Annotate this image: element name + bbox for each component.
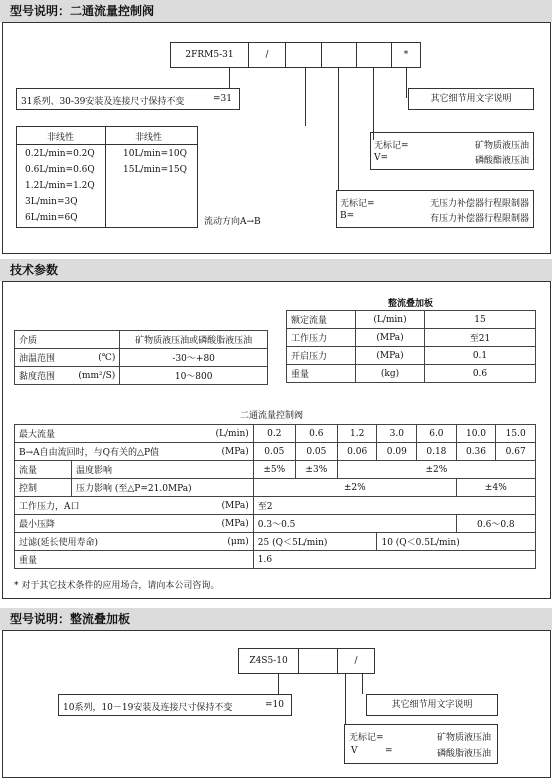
connector-line	[229, 68, 230, 88]
table-row	[287, 347, 536, 365]
cell: (MPa)	[356, 347, 425, 365]
cell: B→A自由流回时，与Q有关的△P值	[15, 443, 197, 461]
cell: 0.05	[253, 443, 295, 461]
valve-field-2	[321, 42, 357, 68]
plate-other-box	[366, 694, 498, 716]
table-row	[287, 365, 536, 383]
fluid-box	[370, 132, 534, 170]
table-row	[15, 367, 268, 385]
table-row	[15, 551, 536, 569]
cell: ±4%	[456, 479, 535, 497]
cell: 工作压力	[287, 329, 356, 347]
valve-star-box	[391, 42, 421, 68]
nonlinear-head-2: 非线性	[135, 133, 163, 143]
plate-other-details: 其它细节用文字说明	[391, 700, 473, 710]
table-row	[15, 349, 268, 367]
valve-field-1	[286, 42, 322, 68]
valve-table-title: 二通流量控制阀	[240, 411, 304, 421]
cell: 1.6	[253, 551, 535, 569]
nonlinear-table	[16, 126, 198, 228]
connector-line	[345, 674, 346, 724]
nonlinear-divider	[105, 127, 106, 227]
table-row	[15, 479, 536, 497]
table-row	[287, 311, 536, 329]
cell: 3.0	[377, 425, 417, 443]
cell: 0.09	[377, 443, 417, 461]
cell: 重量	[15, 551, 254, 569]
fluid-v-label: V=	[374, 153, 389, 163]
cell: (MPa)	[196, 515, 253, 533]
cell: (μm)	[196, 533, 253, 551]
fluid-v-value: 磷酸酯液压油	[474, 156, 529, 166]
cell: 控制	[15, 479, 72, 497]
cell: (mm²/S)	[67, 367, 120, 385]
cell: 15.0	[496, 425, 536, 443]
cell: (℃)	[67, 349, 120, 367]
plate-title: 整流叠加板	[388, 299, 434, 309]
connector-line	[278, 674, 279, 694]
table-row	[15, 425, 536, 443]
plate-code: Z4S5-10	[249, 656, 288, 666]
cell: 至2	[253, 497, 535, 515]
cell: 黏度范围	[15, 367, 67, 385]
cell: 10～800	[120, 367, 268, 385]
cell: 0.1	[425, 347, 536, 365]
cell: 工作压力，A口	[15, 497, 197, 515]
plate-code-box	[238, 648, 298, 674]
section-title-model-valve: 型号说明：二通流量控制阀	[0, 0, 552, 22]
cell: 15	[425, 311, 536, 329]
compensator-box	[336, 190, 534, 228]
cell: (MPa)	[196, 497, 253, 515]
cell: 温度影响	[72, 461, 254, 479]
cell: 0.6	[295, 425, 337, 443]
cell: 至21	[425, 329, 536, 347]
connector-line	[406, 68, 407, 98]
cell: 6.0	[417, 425, 457, 443]
series-note: 31系列、30-39安装及连接尺寸保持不变	[21, 97, 185, 107]
fluid-none-value: 矿物质液压油	[474, 141, 529, 151]
cell: 压力影响 (至△P=21.0MPa)	[72, 479, 254, 497]
plate-fluid-v-value: 磷酸脂液压油	[436, 749, 491, 759]
nonlinear-cell: 0.2L/min=0.2Q	[25, 149, 95, 159]
plate-series-box	[58, 694, 292, 716]
table-row	[287, 329, 536, 347]
cell: 最大流量	[15, 425, 197, 443]
plate-slash-box	[337, 648, 375, 674]
plate-field-1	[298, 648, 338, 674]
other-details-box	[408, 88, 534, 110]
plate-series-value: =10	[265, 700, 284, 710]
section-title-tech: 技术参数	[0, 259, 552, 281]
comp-none-label: 无标记=	[340, 199, 375, 209]
cell: 0.05	[295, 443, 337, 461]
valve-table	[14, 424, 536, 569]
table-row	[15, 331, 268, 349]
valve-code-box	[170, 42, 248, 68]
cell: ±2%	[253, 479, 456, 497]
cell: 0.6～0.8	[456, 515, 535, 533]
valve-slash-box	[248, 42, 286, 68]
table-row	[15, 497, 536, 515]
footnote: * 对于其它技术条件的应用场合，请向本公司咨询。	[14, 581, 220, 591]
cell: 最小压降	[15, 515, 197, 533]
cell: 0.36	[456, 443, 496, 461]
cell: 0.67	[496, 443, 536, 461]
cell: (L/min)	[196, 425, 253, 443]
cell: 额定流量	[287, 311, 356, 329]
cell: 25 (Q＜5L/min)	[253, 533, 377, 551]
cell: (L/min)	[356, 311, 425, 329]
connector-line	[338, 68, 339, 190]
nonlinear-cell: 15L/min=15Q	[123, 165, 188, 175]
nonlinear-cell: 6L/min=6Q	[25, 213, 78, 223]
comp-b-value: 有压力补偿器行程限制器	[429, 214, 529, 224]
table-row	[15, 533, 536, 551]
cell: 流量	[15, 461, 72, 479]
connector-line	[373, 68, 374, 140]
connector-line	[305, 68, 306, 126]
nonlinear-head-1: 非线性	[47, 133, 75, 143]
cell: ±3%	[295, 461, 337, 479]
plate-fluid-v-label: V	[351, 746, 358, 756]
fluid-none-label: 无标记=	[374, 141, 409, 151]
plate-fluid-box	[344, 724, 498, 764]
cell: 0.6	[425, 365, 536, 383]
cell: 过滤(延长使用寿命)	[15, 533, 197, 551]
series-value: =31	[213, 94, 232, 104]
cell: 10 (Q＜0.5L/min)	[377, 533, 536, 551]
nonlinear-header-line	[17, 144, 197, 145]
cell: 0.2	[253, 425, 295, 443]
cell: 介质	[15, 331, 120, 349]
plate-fluid-none-label: 无标记=	[349, 733, 384, 743]
table-row	[15, 515, 536, 533]
comp-b-label: B=	[340, 211, 355, 221]
cell: 矿物质液压油或磷酸脂液压油	[120, 331, 268, 349]
valve-slash: /	[265, 50, 269, 60]
nonlinear-cell: 0.6L/min=0.6Q	[25, 165, 95, 175]
cell: 0.06	[337, 443, 377, 461]
nonlinear-cell: 3L/min=3Q	[25, 197, 78, 207]
plate-slash: /	[354, 656, 358, 666]
nonlinear-cell: 1.2L/min=1.2Q	[25, 181, 95, 191]
table-row	[15, 461, 536, 479]
connector-line	[362, 674, 363, 694]
medium-table	[14, 330, 268, 385]
cell: 开启压力	[287, 347, 356, 365]
cell: ±2%	[337, 461, 535, 479]
other-details: 其它细节用文字说明	[430, 94, 512, 104]
table-row	[15, 443, 536, 461]
nonlinear-cell: 10L/min=10Q	[123, 149, 188, 159]
valve-code: 2FRM5-31	[185, 50, 234, 60]
plate-series-note: 10系列，10－19安装及连接尺寸保持不变	[63, 703, 233, 713]
cell: 10.0	[456, 425, 496, 443]
valve-star: *	[403, 50, 409, 60]
comp-none-value: 无压力补偿器行程限制器	[429, 199, 529, 209]
section-title-model-plate: 型号说明：整流叠加板	[0, 608, 552, 630]
cell: ±5%	[253, 461, 295, 479]
series-note-box	[16, 88, 240, 110]
cell: 油温范围	[15, 349, 67, 367]
plate-table	[286, 310, 536, 383]
cell: (kg)	[356, 365, 425, 383]
plate-fluid-v-eq: =	[385, 746, 393, 756]
cell: 0.18	[417, 443, 457, 461]
cell: (MPa)	[196, 443, 253, 461]
plate-fluid-none-value: 矿物质液压油	[436, 733, 491, 743]
cell: (MPa)	[356, 329, 425, 347]
valve-field-3	[356, 42, 392, 68]
flow-direction: 流动方向A→B	[204, 217, 261, 227]
cell: 0.3～0.5	[253, 515, 456, 533]
cell: -30～+80	[120, 349, 268, 367]
cell: 1.2	[337, 425, 377, 443]
cell: 重量	[287, 365, 356, 383]
